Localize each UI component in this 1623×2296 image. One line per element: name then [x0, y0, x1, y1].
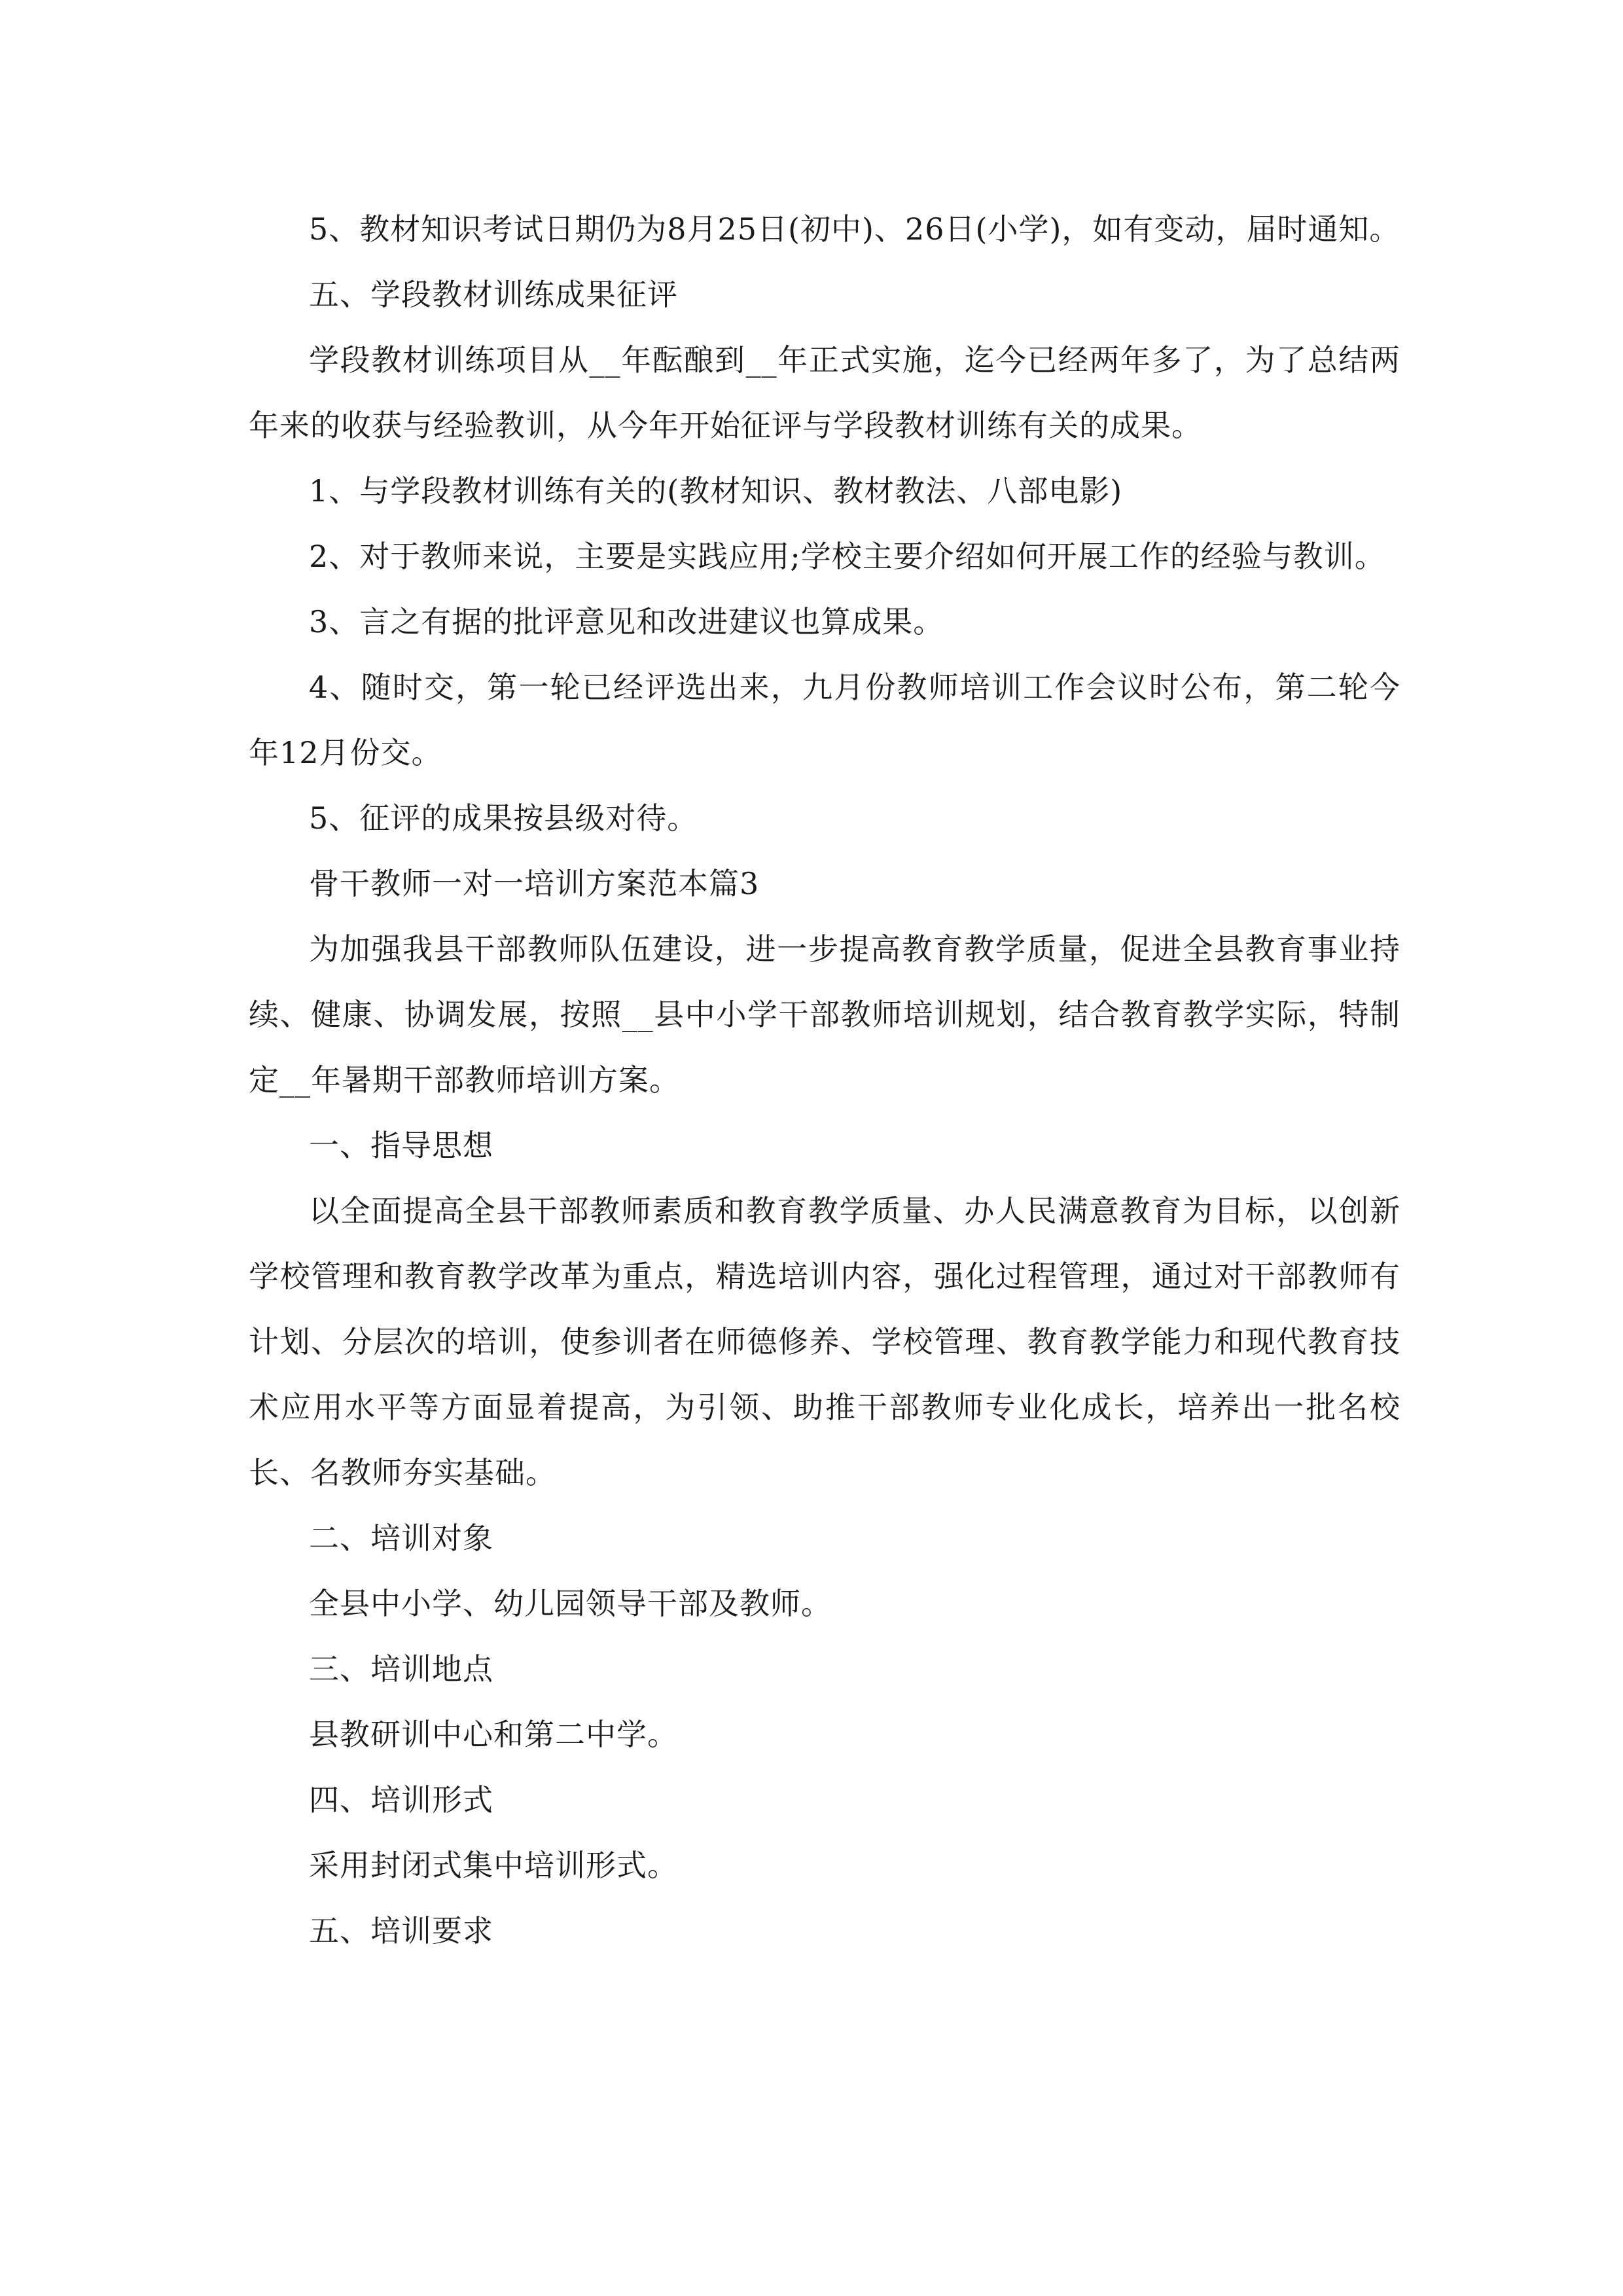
list-item-4: 4、随时交，第一轮已经评选出来，九月份教师培训工作会议时公布，第二轮今年12月份交。: [249, 670, 1400, 770]
paragraph-training-location: 县教研训中心和第二中学。: [309, 1717, 678, 1752]
heading-guiding-ideology: 一、指导思想: [309, 1128, 493, 1163]
heading-training-targets: 二、培训对象: [309, 1520, 493, 1556]
paragraph-exam-date: 5、教材知识考试日期仍为8月25日(初中)、26日(小学)，如有变动，届时通知。: [309, 211, 1400, 247]
paragraph-project-intro: 学段教材训练项目从__年酝酿到__年正式实施，迄今已经两年多了，为了总结两年来的收获与经验教训，从今年开始征评与学段教材训练有关的成果。: [249, 342, 1400, 443]
heading-training-format: 四、培训形式: [309, 1782, 493, 1818]
paragraph-training-targets: 全县中小学、幼儿园领导干部及教师。: [309, 1586, 832, 1621]
heading-section-5-results: 五、学段教材训练成果征评: [309, 277, 678, 312]
paragraph-guiding-ideology: 以全面提高全县干部教师素质和教育教学质量、办人民满意教育为目标，以创新学校管理和教育教学改革为重点，精选培训内容，强化过程管理，通过对干部教师有计划、分层次的培训，使参训者在师德修养、学校管理、教育教学能力和现代教育技术应用水平等方面显着提高，为引领、助推干部教师专业化成长，培养出一批名校长、名教师夯实基础。: [249, 1193, 1400, 1490]
list-item-3: 3、言之有据的批评意见和改进建议也算成果。: [309, 604, 944, 639]
list-item-1: 1、与学段教材训练有关的(教材知识、教材教法、八部电影): [309, 473, 1123, 509]
list-item-5: 5、征评的成果按县级对待。: [309, 800, 698, 836]
document-page: [249, 196, 1400, 1964]
list-item-2: 2、对于教师来说，主要是实践应用;学校主要介绍如何开展工作的经验与教训。: [309, 539, 1385, 574]
paragraph-training-format: 采用封闭式集中培训形式。: [309, 1848, 678, 1883]
article-title-part-3: 骨干教师一对一培训方案范本篇3: [309, 866, 760, 901]
heading-training-requirements: 五、培训要求: [309, 1913, 493, 1948]
heading-training-location: 三、培训地点: [309, 1651, 493, 1687]
paragraph-plan-intro: 为加强我县干部教师队伍建设，进一步提高教育教学质量，促进全县教育事业持续、健康、协调发展，按照__县中小学干部教师培训规划，结合教育教学实际，特制定__年暑期干部教师培训方案。: [249, 931, 1400, 1098]
